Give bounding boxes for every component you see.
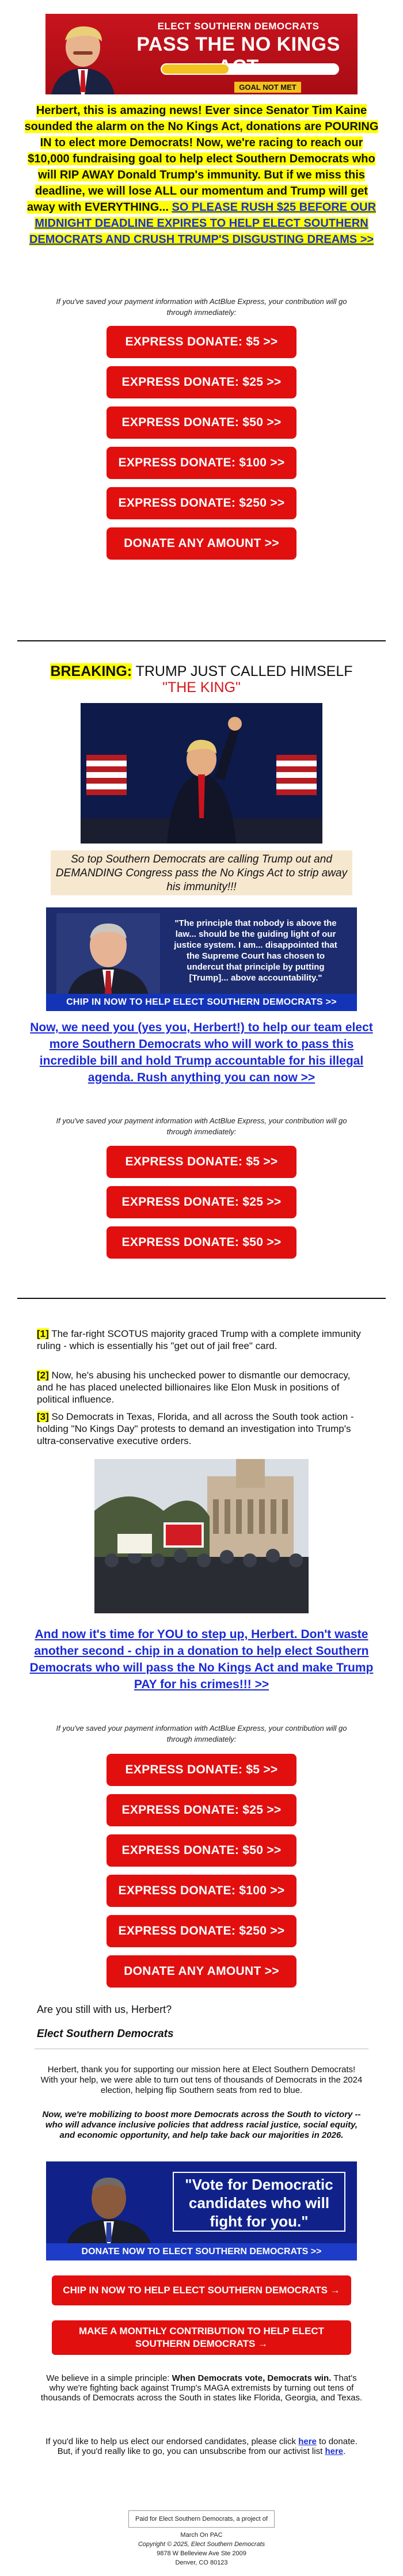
actblue-note-3: If you've saved your payment information with ActBlue Express, your contribution will go through immediately: — [56, 1724, 347, 1743]
footer-copyright: Copyright © 2025, Elect Southern Democrats — [138, 2541, 265, 2548]
breaking-headline — [35, 663, 368, 696]
banner-headline: PASS THE NO KINGS — [136, 33, 340, 55]
step-up-appeal-text[interactable]: And now it's time for YOU to step up, Herbert. Don't waste another second - chip in a donation to help elect Southern Democrats who will pass the No Kings Act and make Trump PAY for his crimes!!! >> — [29, 1628, 374, 1691]
express-donate-25-button-3[interactable]: EXPRESS DONATE: $25 >> — [107, 1794, 296, 1826]
donate-any-amount-button[interactable]: DONATE ANY AMOUNT >> — [107, 527, 296, 560]
no-kings-protest-photo[interactable] — [94, 1459, 309, 1613]
goal-badge: GOAL NOT MET — [234, 82, 301, 93]
trump-portrait-image — [45, 20, 120, 94]
belief-bold: When Democrats vote, Democrats win. — [172, 2373, 332, 2383]
mobilizing-paragraph: Now, we're mobilizing to boost more Democrats across the South to victory -- who will advance inclusive policies that address racial justice, social equity, and economic opportunity, and help take back our majorities in 2026. — [42, 2110, 361, 2140]
breaking-quote: "THE KING" — [162, 679, 241, 696]
section-divider-2 — [17, 1298, 386, 1299]
express-donate-25-button[interactable]: EXPRESS DONATE: $25 >> — [107, 366, 296, 398]
breaking-text: TRUMP JUST CALLED HIMSELF — [132, 663, 353, 679]
kaine-chip-in-strip[interactable]: CHIP IN NOW TO HELP ELECT SOUTHERN DEMOCRATS >> — [46, 994, 357, 1011]
obama-quote-text: "Vote for Democratic candidates who will fight for you." — [173, 2172, 345, 2232]
belief-post: That's why we're fighting back against Trump's MAGA extremists by turning out tens of thousands of Democrats across the South in states like Florida, Georgia, and Texas. — [40, 2373, 363, 2403]
belief-pre: We believe in a simple principle: — [46, 2373, 172, 2383]
point-3 — [37, 1411, 368, 1447]
monthly-contribution-button[interactable]: MAKE A MONTHLY CONTRIBUTION TO HELP ELECT SOUTHERN DEMOCRATS → — [52, 2320, 351, 2355]
express-donate-50-button[interactable]: EXPRESS DONATE: $50 >> — [107, 406, 296, 439]
still-with-us-text: Are you still with us, Herbert? — [37, 2004, 172, 2015]
express-donate-250-button[interactable]: EXPRESS DONATE: $250 >> — [107, 487, 296, 519]
express-donate-50-button-2[interactable]: EXPRESS DONATE: $50 >> — [107, 1226, 296, 1259]
point-3-number: [3] — [37, 1411, 49, 1422]
intro-donate-link[interactable]: SO PLEASE RUSH $25 BEFORE OUR MIDNIGHT DEADLINE EXPIRES TO HELP ELECT SOUTHERN DEMOCRATS AND CRUSH TRUMP'S DISGUSTING DREAMS >> — [29, 201, 377, 246]
team-appeal-text[interactable]: Now, we need you (yes you, Herbert!) to help our team elect more Southern Democrats who will work to pass this incredible bill and hold Trump accountable for his illegal agenda. Rush anything you can now >> — [30, 1021, 373, 1084]
point-2 — [37, 1369, 368, 1405]
intro-paragraph — [20, 102, 383, 248]
belief-paragraph — [40, 2373, 363, 2403]
unsub-post: . — [343, 2446, 346, 2456]
intro-text: Herbert, this is amazing news! Ever since Senator Tim Kaine sounded the alarm on the No Kings Act, donations are POURING IN to elect more Democrats! Now, we're racing to reach our $10,000 fundraising goal to help elect Southern Democrats who will RIP AWAY Donald Trump's immunity. But if we miss this deadline, we will lose ALL our momentum and Trump will get away with EVERYTHING... — [24, 104, 379, 214]
point-1-text: The far-right SCOTUS majority graced Trump with a complete immunity ruling - which is essentially his "get out of jail free" card. — [37, 1328, 361, 1351]
footer-address-1: 9878 W Belleview Ave Ste 2009 — [157, 2550, 246, 2557]
express-donate-100-button-3[interactable]: EXPRESS DONATE: $100 >> — [107, 1875, 296, 1907]
point-2-number: [2] — [37, 1370, 49, 1381]
step-up-appeal-link[interactable] — [20, 1626, 383, 1693]
point-2-text: Now, he's abusing his unchecked power to dismantle our democracy, and he has placed unelected billionaires like Elon Musk in positions of political influence. — [37, 1370, 351, 1405]
header-banner[interactable] — [45, 14, 358, 94]
signature: Elect Southern Democrats — [37, 2028, 174, 2040]
tim-kaine-portrait-image — [56, 913, 160, 995]
point-3-text: So Democrats in Texas, Florida, and all across the South took action - holding "No Kings Day" protests to demand an investigation into Trump's ultra-conservative executive orders. — [37, 1411, 354, 1446]
chip-in-cta-button[interactable]: CHIP IN NOW TO HELP ELECT SOUTHERN DEMOCRATS → — [52, 2275, 351, 2305]
footer-address-2: Denver, CO 80123 — [175, 2559, 228, 2566]
point-1-number: [1] — [37, 1328, 49, 1339]
express-donate-25-button-2[interactable]: EXPRESS DONATE: $25 >> — [107, 1186, 296, 1218]
section-divider — [17, 640, 386, 641]
obama-donate-strip[interactable]: DONATE NOW TO ELECT SOUTHERN DEMOCRATS >> — [46, 2243, 357, 2260]
unsubscribe-here-link[interactable]: here — [325, 2446, 344, 2456]
unsub-pre: If you'd like to help us elect our endorsed candidates, please click — [45, 2437, 299, 2446]
express-donate-5-button-3[interactable]: EXPRESS DONATE: $5 >> — [107, 1754, 296, 1786]
thanks-paragraph: Herbert, thank you for supporting our mission here at Elect Southern Democrats! With your help, we were able to turn out tens of thousands of Democrats in the 2024 election, helping flip Southern seats from red to blue. — [40, 2065, 363, 2095]
express-donate-250-button-3[interactable]: EXPRESS DONATE: $250 >> — [107, 1915, 296, 1947]
unsub-mid: to donate. But, if you'd really like to go, you can unsubscribe from our activist list — [57, 2437, 358, 2456]
donate-any-amount-button-3[interactable]: DONATE ANY AMOUNT >> — [107, 1955, 296, 1988]
obama-quote-banner[interactable] — [46, 2161, 357, 2260]
breaking-label: BREAKING: — [50, 663, 132, 679]
kaine-quote-text: "The principle that nobody is above the law... should be the guiding light of our justice system. I am... disappointed that the Supreme Court has chosen to undercut that principle by putting [Trump]... above accountability." — [174, 918, 337, 983]
goal-progress-bar — [161, 63, 339, 75]
kaine-quote-banner[interactable] — [46, 907, 357, 1011]
actblue-note-2: If you've saved your payment information with ActBlue Express, your contribution will go through immediately: — [56, 1116, 347, 1136]
express-donate-5-button[interactable]: EXPRESS DONATE: $5 >> — [107, 326, 296, 358]
banner-kicker: ELECT SOUTHERN DEMOCRATS — [157, 21, 320, 32]
team-appeal-link[interactable] — [20, 1019, 383, 1086]
unsubscribe-paragraph — [40, 2437, 363, 2456]
point-1 — [37, 1328, 368, 1352]
obama-portrait-image — [54, 2166, 164, 2243]
express-donate-50-button-3[interactable]: EXPRESS DONATE: $50 >> — [107, 1834, 296, 1867]
trump-rally-photo[interactable] — [81, 703, 322, 844]
donate-here-link[interactable]: here — [298, 2437, 317, 2446]
paid-for-disclaimer: Paid for Elect Southern Democrats, a project of March On PAC — [128, 2510, 275, 2528]
goal-progress-fill — [162, 64, 229, 74]
express-donate-5-button-2[interactable]: EXPRESS DONATE: $5 >> — [107, 1146, 296, 1178]
southern-democrats-callout: So top Southern Democrats are calling Trump out and DEMANDING Congress pass the No Kings Act to strip away his immunity!!! — [51, 850, 352, 895]
actblue-note: If you've saved your payment information with ActBlue Express, your contribution will go through immediately: — [56, 297, 347, 317]
express-donate-100-button[interactable]: EXPRESS DONATE: $100 >> — [107, 447, 296, 479]
